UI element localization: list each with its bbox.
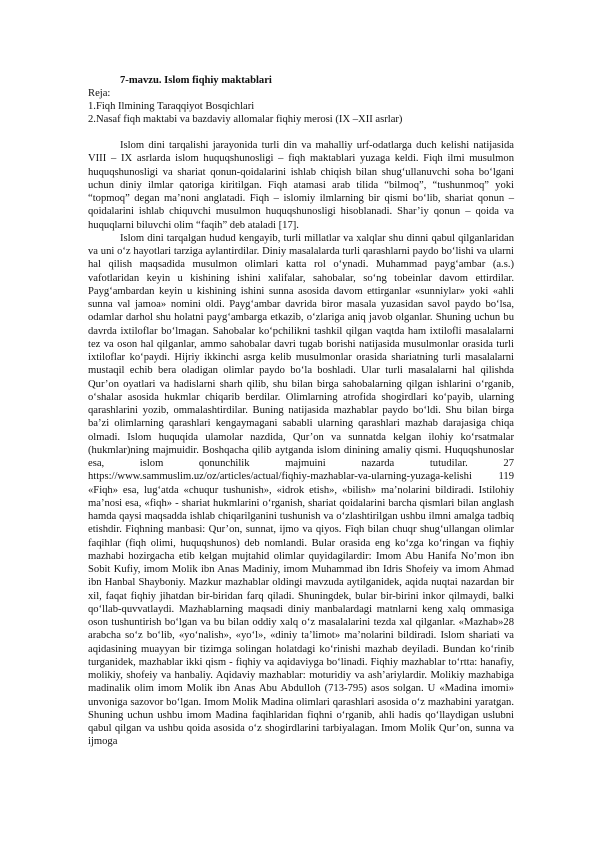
spacer <box>88 126 514 139</box>
body-paragraph: Islom dini tarqalgan hudud kengayib, turli millatlar va xalqlar shu dinni qabul qilganlaridan va uni o‘z hayotlari tarziga aylantirdilar. Diniy masalalarda turli qarashlarni paydo bo‘lishi va ularni hal qilish maqsadida musulmon olimlari katta rol o‘ynadi. Muhammad payg‘ambar (a.s.) vafotlaridan keyin u kishining ishini xalifalar, sahobalar, so‘ng tobeinlar davom ettirdilar. Payg‘ambardan keyin u kishining ishini sunna asosida davom ettirganlar «sunniylar» yoki «ahli sunna val jamoa» nomini oldi. Payg‘ambar davrida biror masala yuzasidan savol paydo bo‘lsa, odamlar darhol shu holatni payg‘ambarga etkazib, o‘zlariga aniq javob olganlar. Shuning uchun bu davrda ixtiloflar bo‘lmagan. Sahobalar ko‘pchilikni tashkil qilgan vaqtda ham ixtiloflі masalalarni tez va oson hal qilganlar, ammo sahobalar davri tugab borishi natijasida musulmonlar orasida turli ixtiloflar ko‘paydi. Hijriy ikkinchi asrga kelib musulmonlar orasida shariatning turli masalalarni mustaqil echib bera oladigan olimlar paydo bo‘la boshladi. Ular turli masalalarni hal qilishda Qur’on oyatlari va hadislarni sharh qilib, shu bilan birga sahobalarning qilgan ishlarini o‘rganib, o‘shalar asosida hukmlar chiqarib berdilar. Olimlarning atrofida shogirdlari ko‘payib, ularning qarashlarini yozib, ommalashtirdilar. Buning natijasida mazhablar paydo bo‘ldi. Shu bilan birga ba’zi olimlarning qarashlari kengaymagani sababli ularning qarashlari mazhab darajasiga chiqa olmadi. Islom huquqida ulamolar nazdida, Qur’on va sunnatda kelgan ilohiy ko‘rsatmalar (hukmlar)ning majmuidir. Boshqacha qilib aytganda islom dinining amaliy qismi. Huquqshunoslar esa, islom qonunchilik majmuini nazarda tutudilar. 27 https://www.sammuslim.uz/oz/articles/actual/fiqhiy-mazhablar-va-ularning-yuzaga-kelishi 119 «Fiqh» esa, lug‘atda «chuqur tushunish», «idrok etish», «bilish» ma’nolarini bildiradi. Istilohiy ma’nosi esa, «fiqh» - shariat hukmlarini o‘rganish, shariat qoidalarini barcha qismlari bilan anglash hamda qaysi maqsadda ishlab chiqarilganini tushunish va o‘zlashtirilgan ushbu ilmni amalga tadbiq etishdir. Fiqhning manbasi: Qur’on, sunnat, ijmo va qiyos. Fiqh bilan chuqr shug‘ullangan olimlar faqihlar (fiqh olimi, huquqshunos) deb nomlandi. Bular orasida eng ko‘zga ko‘ringan va fiqhiy mazhabi hozirgacha etib kelgan mujtahid olimlar quyidagilardir: Imom Abu Hanifa No’mon ibn Sobit Kufiy, imom Molik ibn Anas Madiniy, imom Muhammad ibn Idris Shofeiy va imom Ahmad ibn Hanbal Shayboniy. Mazkur mazhablar oldingi mavzuda aytilganidek, aqida nuqtai nazardan bir xil, faqat fiqhiy jihatdan bir-biridan farq qiladi. Shuningdek, bular bir-birini inkor qilmaydi, balki qo‘llab-quvvatlaydi. Mazhablarning maqsadi diniy manbalardagi matnlarni keng xalq ommasiga oson tushuntirish bo‘lgan va bu bilan oddiy xalq o‘z masalalarini tezda xal qilganlar. «Mazhab»28 arabcha so‘z bo‘lib, «yo‘nalish», «yo‘l», «diniy ta’limot» ma’nolarini bildiradi. Islom shariati va aqidasining muayyan bir tizimga solingan holatdagi ko‘rinishi mazhab deyiladi. Bundan ko‘rinib turganidek, mazhablar ikki qism - fiqhiy va aqidaviyga bo‘linadi. Fiqhiy mazhablar to‘rtta: hanafiy, molikiy, shofeiy va hanbaliy. Aqidaviy mazhablar: moturidiy va ash’ariylardir. Molikiy mazhabiga madinalik olim imom Molik ibn Anas Abu Abdulloh (713-795) asos solgan. U «Madina imomi» unvoniga sazovor bo‘lgan. Imom Molik Madina olimlari qarashlari asosida o‘z mazhabini yaratgan. Shuning uchun ushbu imom Madina faqihlaridan fiqhni o‘rganib, ahli hadis qo‘llaydigan uslubni qabul qilgan va ushbu qoida asosida o‘z shogirdlarini tarbiyalagan. Imom Molik Qur’on, sunna va ijmoga <box>88 232 514 748</box>
plan-item: 2.Nasaf fiqh maktabi va bazdaviy allomalar fiqhiy merosi (IX –XII asrlar) <box>88 114 403 125</box>
plan-heading: Reja: <box>88 88 111 99</box>
plan-item: 1.Fiqh Ilmining Taraqqiyot Bosqichlari <box>88 101 255 112</box>
document-title: 7-mavzu. Islom fiqhiy maktablari <box>120 75 272 86</box>
body-paragraph: Islom dini tarqalishi jarayonida turli din va mahalliy urf-odatlarga duch kelishi natijasida VIII – IX asrlarda islom huquqshunosligi – fiqh maktablari yuzaga keldi. Fiqh ilmi musulmon huquqshunosligi va shariat qonun-qoidalarini ishlab chiqish bilan shug‘ullanuvchi soha bo‘lgani uchun diniy ilmlar qatoriga kiritilgan. Fiqh atamasi arab tilida “bilmoq”, “tushunmoq” yoki “topmoq” degan ma’noni anglatadi. Fiqh – islomiy ilmlarning bir qismi bo‘lib, shariat qonun – qoidalarini ishlab chiquvchi musulmon huquqshunosligi hisoblanadi. Shar’iy qonun – qoida va huquqlarni biluvchi olim “faqih” deb ataladi [17]. <box>88 140 514 231</box>
